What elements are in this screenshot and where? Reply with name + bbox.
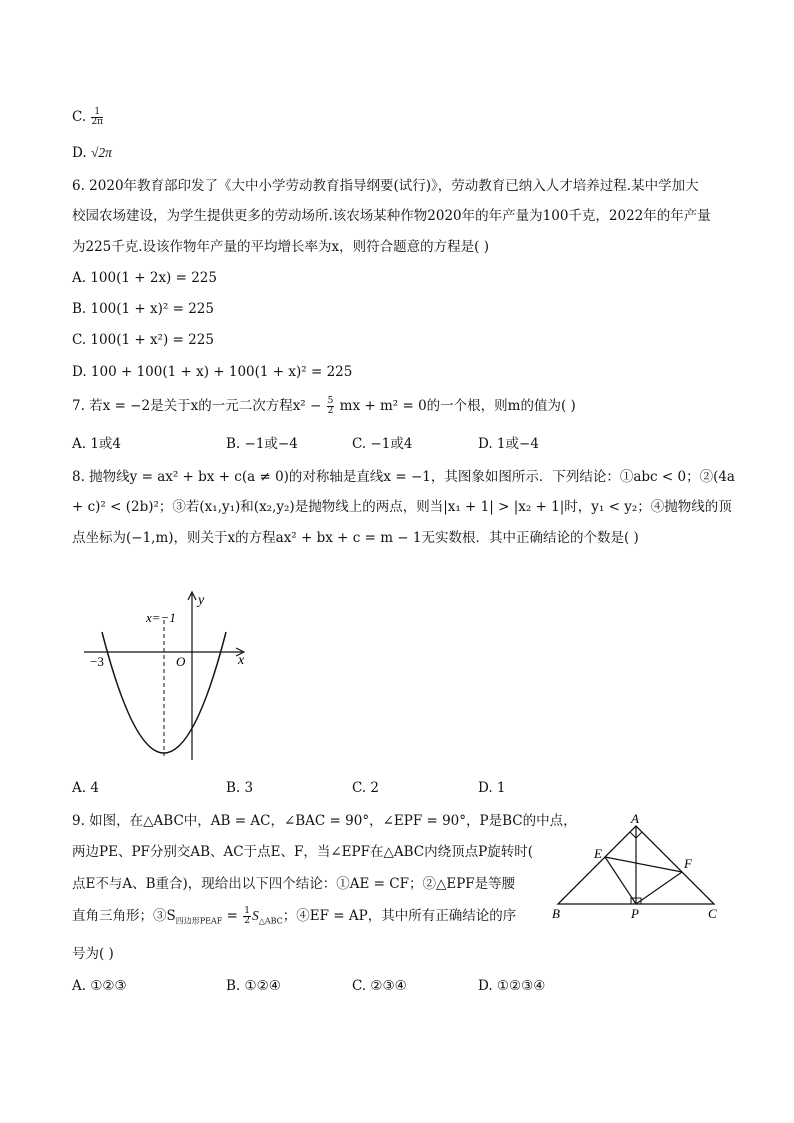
q8-stem-line3: 点坐标为(−1,m)，则关于x的方程ax² + bx + c = m − 1无实数根．其中正确结论的个数是( )	[72, 530, 639, 546]
parabola-graph	[78, 588, 258, 768]
option-value: √2π	[90, 145, 112, 160]
q8-stem-line1: 8. 抛物线y = ax² + bx + c(a ≠ 0)的对称轴是直线x = −1，其图象如图所示．下列结论：①abc < 0；②(4a	[72, 469, 735, 485]
y-axis-label: y	[198, 593, 205, 608]
triangle-figure	[550, 812, 730, 922]
label-p: P	[631, 906, 639, 921]
q9-line4-s: S	[251, 908, 259, 923]
q9-stem-line3: 点E不与A、B重合)，现给出以下四个结论：①AE = CF；②△EPF是等腰	[72, 876, 516, 892]
q9-option-a: A. ①②③	[72, 978, 127, 994]
fraction	[91, 108, 103, 127]
label-b: B	[552, 906, 560, 921]
q7-option-a: A. 1或4	[72, 436, 122, 452]
q6-stem-line3: 为225千克.设该作物年产量的平均增长率为x，则符合题意的方程是( )	[72, 239, 489, 255]
fraction-denominator: 2	[327, 406, 334, 416]
segment-ef	[605, 857, 682, 872]
q8-option-d: D. 1	[478, 780, 506, 796]
q6-option-c: C. 100(1 + x²) = 225	[72, 332, 214, 348]
q7-stem-part1: 7. 若x = −2是关于x的一元二次方程x² −	[72, 398, 322, 414]
segment-pe	[605, 857, 636, 904]
q7-option-c: C. −1或4	[352, 436, 413, 452]
q9-line4-part2: ；④EF = AP，其中所有正确结论的序	[282, 908, 517, 924]
fraction	[327, 397, 335, 416]
fraction	[243, 907, 251, 926]
q6-option-d: D. 100 + 100(1 + x) + 100(1 + x)² = 225	[72, 364, 353, 380]
fraction-numerator: 1	[91, 108, 103, 118]
fraction-numerator: 5	[327, 396, 334, 406]
q7-stem-part2: mx + m² = 0的一个根，则m的值为( )	[339, 398, 576, 414]
q6-option-a: A. 100(1 + 2x) = 225	[72, 270, 217, 286]
q9-stem-line5: 号为( )	[72, 946, 114, 962]
option-d-prev	[72, 143, 112, 163]
q7-stem	[72, 396, 576, 416]
fraction-numerator: 1	[244, 906, 250, 916]
option-label: C.	[72, 109, 87, 125]
option-label: D.	[72, 145, 87, 161]
q9-stem-line1: 9. 如图，在△ABC中，AB = AC，∠BAC = 90°，∠EPF = 90°，P是BC的中点，	[72, 813, 577, 829]
q9-stem-line4	[72, 906, 516, 932]
option-c-prev	[72, 107, 104, 127]
q6-option-b: B. 100(1 + x)² = 225	[72, 301, 214, 317]
q9-stem-line2: 两边PE、PF分别交AB、AC于点E、F，当∠EPF在△ABC内绕顶点P旋转时(	[72, 844, 533, 860]
segment-pf	[636, 872, 682, 904]
q8-option-a: A. 4	[72, 780, 99, 796]
q9-line4-part1: 直角三角形；③S	[72, 908, 176, 924]
origin-label: O	[176, 654, 186, 669]
q8-option-c: C. 2	[352, 780, 380, 796]
q8-stem-line2: + c)² < (2b)²；③若(x₁,y₁)和(x₂,y₂)是抛物线上的两点，则当|x₁ + 1| > |x₂ + 1|时，y₁ < y₂；④抛物线的顶	[72, 499, 732, 515]
q9-line4-subscript: 四边形PEAF	[175, 916, 223, 926]
fraction-denominator: 2	[244, 916, 250, 926]
q9-line4-subscript2: △ABC	[258, 916, 283, 926]
q9-option-b: B. ①②④	[226, 978, 281, 994]
minus3-label: −3	[90, 654, 104, 669]
q7-option-b: B. −1或−4	[226, 436, 298, 452]
x-axis-label: x	[238, 653, 245, 668]
symmetry-label: x=−1	[146, 610, 176, 625]
q8-option-b: B. 3	[226, 780, 254, 796]
label-c: C	[708, 906, 717, 921]
label-a: A	[631, 812, 639, 826]
q7-option-d: D. 1或−4	[478, 436, 539, 452]
q9-option-d: D. ①②③④	[478, 978, 546, 994]
q9-option-c: C. ②③④	[352, 978, 407, 994]
fraction-denominator: 2π	[91, 117, 104, 127]
q6-stem-line2: 校园农场建设，为学生提供更多的劳动场所.该农场某种作物2020年的年产量为100千克，2022年的年产量	[72, 208, 711, 224]
label-f: F	[684, 856, 692, 871]
label-e: E	[594, 846, 602, 861]
q9-line4-equals: =	[222, 908, 243, 924]
q6-stem-line1: 6. 2020年教育部印发了《大中小学劳动教育指导纲要(试行)》，劳动教育已纳入人才培养过程.某中学加大	[72, 178, 699, 194]
